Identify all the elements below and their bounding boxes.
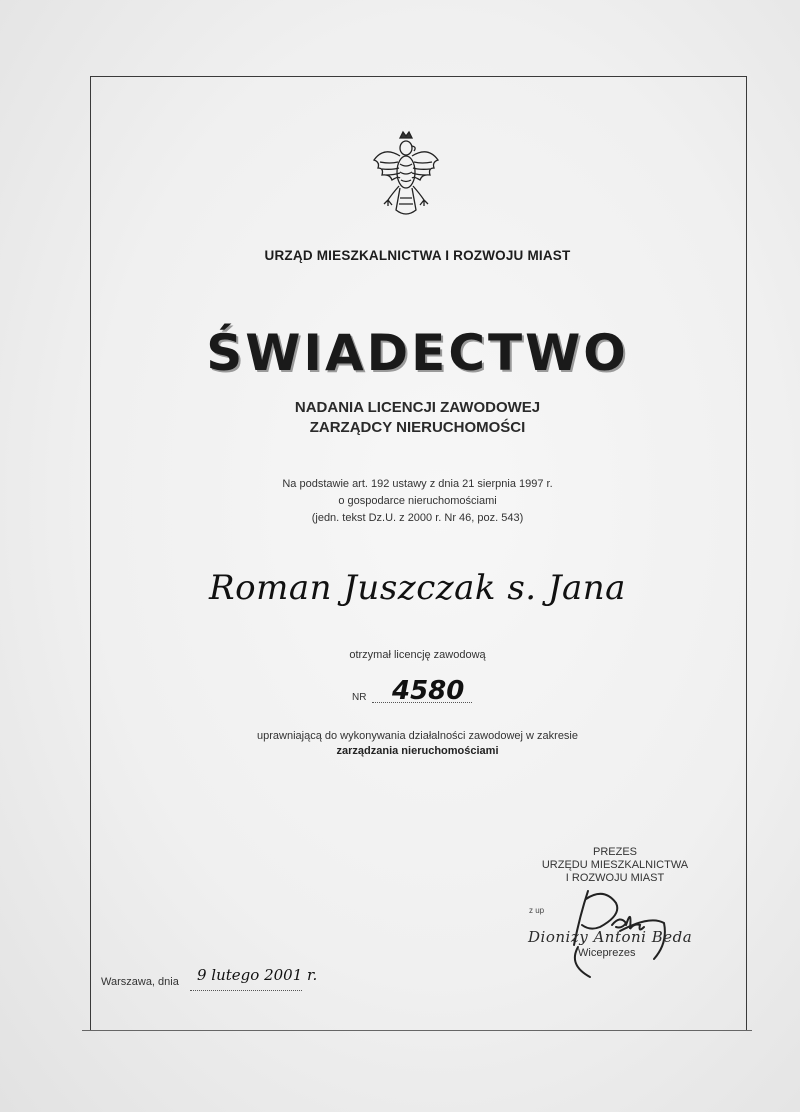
signatory-title (520, 846, 710, 885)
border-shadow-line (82, 1030, 752, 1031)
license-holder-name: Roman Juszczak s. Jana (209, 568, 626, 608)
legal-basis-line-2: o gospodarce nieruchomościami (338, 495, 497, 507)
license-number-value: 4580 (392, 676, 465, 706)
place-date-label: Warszawa, dnia (101, 976, 179, 988)
polish-eagle-emblem-icon (370, 128, 442, 228)
legal-basis-line-1: Na podstawie art. 192 ustawy z dnia 21 sierpnia 1997 r. (282, 478, 553, 490)
issue-date: 9 lutego 2001 r. (197, 966, 318, 984)
scope-line-2: zarządzania nieruchomościami (336, 745, 499, 757)
date-dotted-line (190, 990, 302, 991)
scope-line-1: uprawniającą do wykonywania działalności zawodowej w zakresie (257, 730, 578, 742)
license-number-row (352, 678, 492, 708)
issuer-name: URZĄD MIESZKALNICTWA I ROZWOJU MIAST (264, 248, 571, 263)
signatory-title-line-2: URZĘDU MIESZKALNICTWA (541, 859, 689, 871)
signatory-name-stamp: Dionizy Antoni Beda (528, 928, 693, 946)
on-behalf-abbrev: z up (529, 906, 545, 915)
signatory-role: Wiceprezes (578, 947, 636, 959)
legal-basis-line-3: (jedn. tekst Dz.U. z 2000 r. Nr 46, poz. 543) (311, 512, 524, 524)
signatory-title-line-3: I ROZWOJU MIAST (565, 872, 665, 884)
certificate-title: ŚWIADECTWO (206, 324, 629, 382)
signatory-title-line-1: PREZES (592, 846, 637, 858)
received-license-text: otrzymał licencję zawodową (349, 649, 486, 661)
subtitle-line-2: ZARZĄDCY NIERUCHOMOŚCI (309, 419, 526, 436)
subtitle-line-1: NADANIA LICENCJI ZAWODOWEJ (294, 399, 541, 416)
license-number-label: NR (352, 692, 367, 703)
